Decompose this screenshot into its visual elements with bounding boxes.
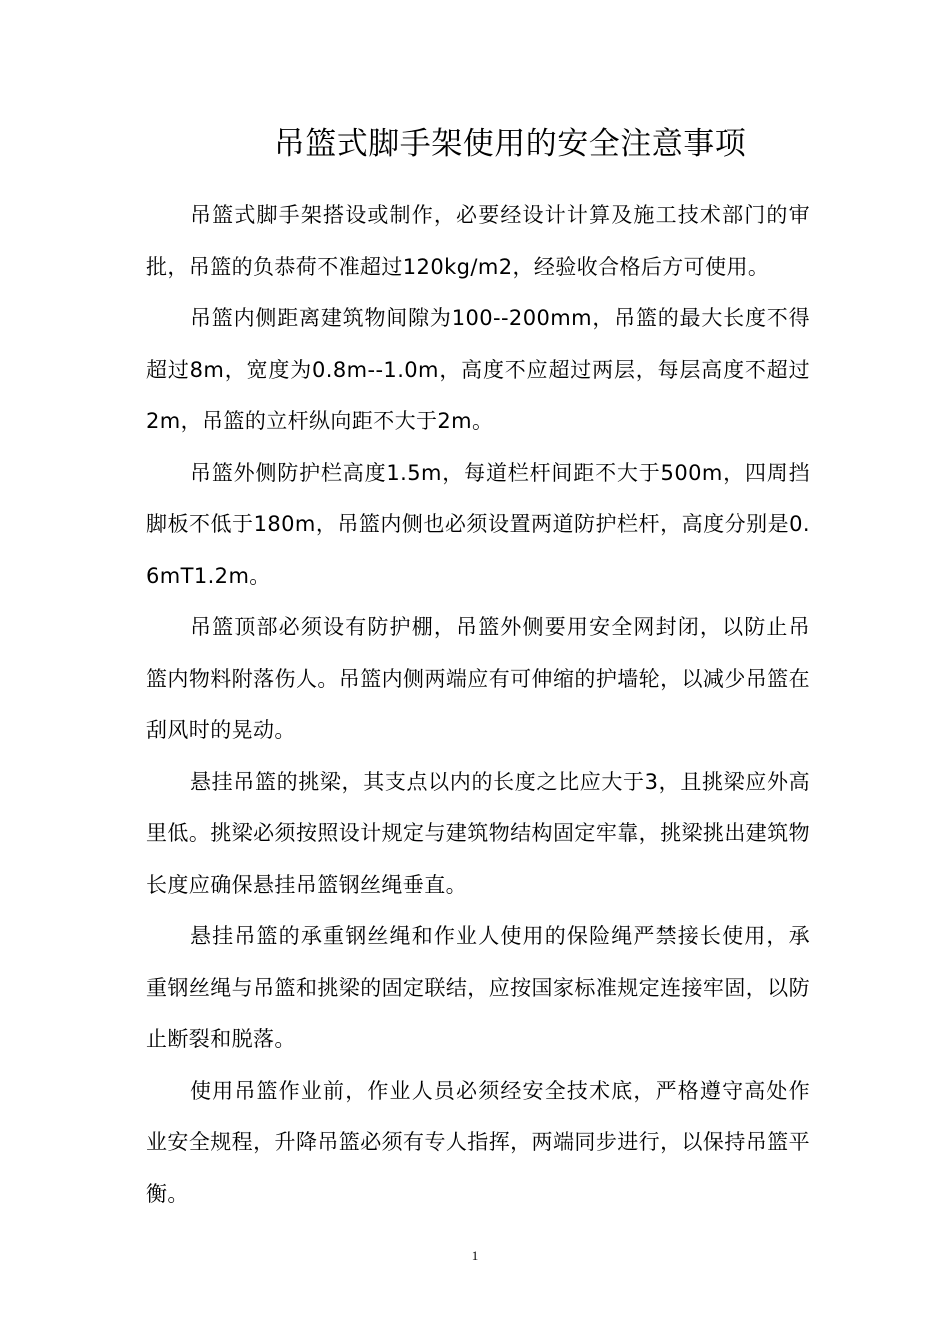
- paragraph-2: 吊篮内侧距离建筑物间隙为100--200mm，吊篮的最大长度不得超过8m，宽度为0.8m--1.0m，高度不应超过两层，每层高度不超过2m，吊篮的立杆纵向距不大于2m。: [146, 306, 810, 433]
- paragraph-1: 吊篮式脚手架搭设或制作，必要经设计计算及施工技术部门的审批，吊篮的负恭荷不准超过120kg/m2，经验收合格后方可使用。: [146, 203, 810, 279]
- page-number: 1: [471, 1248, 479, 1263]
- paragraph-7: 使用吊篮作业前，作业人员必须经安全技术底，严格遵守高处作业安全规程，升降吊篮必须有专人指挥，两端同步进行，以保持吊篮平衡。: [146, 1078, 810, 1206]
- paragraph-3: 吊篮外侧防护栏高度1.5m，每道栏杆间距不大于500m，四周挡脚板不低于180m，吊篮内侧也必须设置两道防护栏杆，高度分别是0.6mT1.2m。: [146, 460, 810, 588]
- paragraph-4: 吊篮顶部必须设有防护棚，吊篮外侧要用安全网封闭，以防止吊篮内物料附落伤人。吊篮内侧两端应有可伸缩的护墙轮，以减少吊篮在刮风时的晃动。: [146, 615, 810, 742]
- document-body: [146, 190, 810, 1220]
- paragraph-6: 悬挂吊篮的承重钢丝绳和作业人使用的保险绳严禁接长使用，承重钢丝绳与吊篮和挑梁的固定联结，应按国家标准规定连接牢固，以防止断裂和脱落。: [146, 924, 810, 1051]
- document-title: 吊篮式脚手架使用的安全注意事项: [273, 126, 747, 162]
- paragraph-5: 悬挂吊篮的挑梁，其支点以内的长度之比应大于3，且挑梁应外高里低。挑梁必须按照设计规定与建筑物结构固定牢靠，挑梁挑出建筑物长度应确保悬挂吊篮钢丝绳垂直。: [146, 769, 810, 897]
